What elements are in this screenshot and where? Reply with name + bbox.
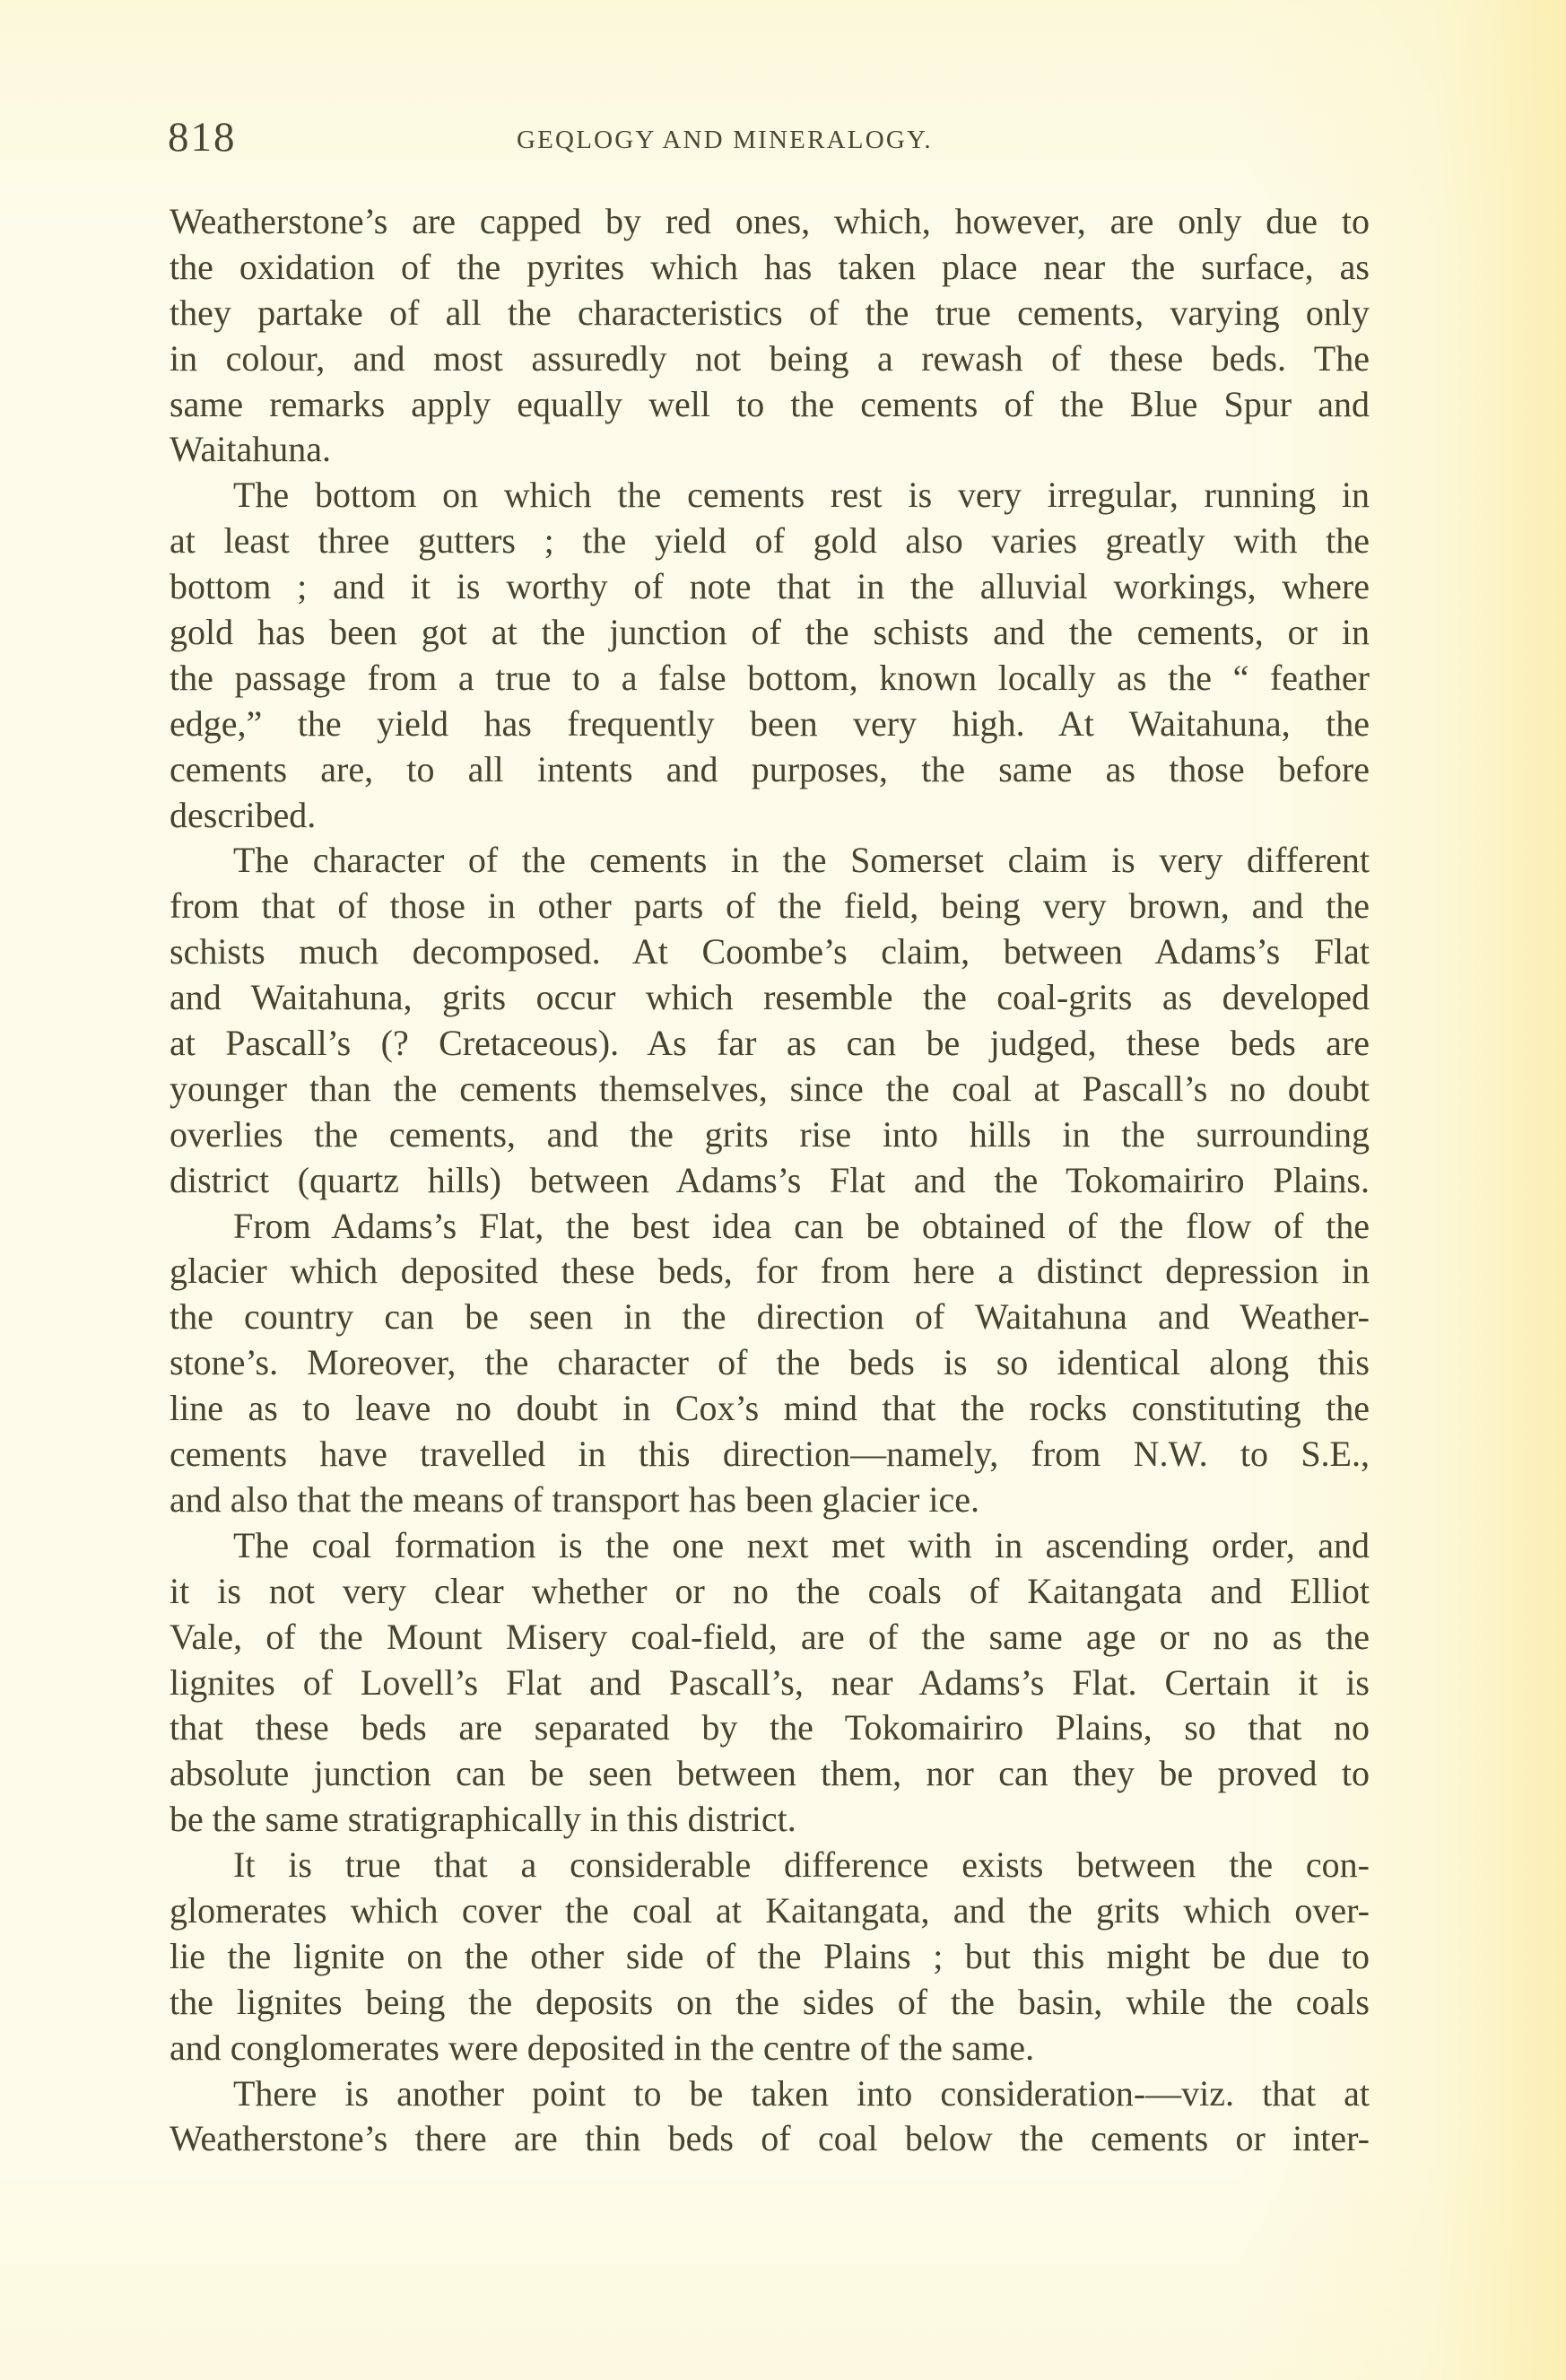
body-text (170, 199, 1370, 2162)
text-line: gold has been got at the junction of the schists and the cements, or in (170, 612, 1370, 653)
text-line: at least three gutters ; the yield of gold also varies greatly with the (170, 520, 1370, 562)
text-line: lie the lignite on the other side of the Plains ; but this might be due to (170, 1935, 1370, 1976)
text-line: the oxidation of the pyrites which has taken place near the surface, as (170, 246, 1370, 287)
text-line: described. (170, 794, 317, 835)
paragraph-2 (170, 473, 1370, 838)
page-number: 818 (168, 114, 237, 161)
paragraph-1 (170, 199, 1370, 473)
text-line: the country can be seen in the direction of Waitahuna and Weather- (170, 1296, 1370, 1338)
text-line: The character of the cements in the Somerset claim is very different (233, 840, 1370, 881)
paragraph-4 (170, 1204, 1370, 1523)
paragraph-7 (170, 2071, 1370, 2163)
text-line: and conglomerates were deposited in the centre of the same. (170, 2027, 1035, 2068)
text-line: younger than the cements themselves, since the coal at Pascall’s no doubt (170, 1068, 1370, 1109)
text-line: From Adams’s Flat, the best idea can be obtained of the flow of the (233, 1205, 1370, 1246)
text-line: Waitahuna. (170, 429, 332, 470)
text-line: glacier which deposited these beds, for from here a distinct depression in (170, 1251, 1370, 1292)
text-line: The coal formation is the one next met with in ascending order, and (233, 1524, 1370, 1565)
text-line: bottom ; and it is worthy of note that in the alluvial workings, where (170, 566, 1370, 607)
paragraph-5 (170, 1523, 1370, 1843)
text-line: It is true that a considerable difference exists between the con- (233, 1844, 1370, 1886)
text-line: in colour, and most assuredly not being a rewash of these beds. The (170, 337, 1370, 379)
text-line: at Pascall’s (? Cretaceous). As far as can be judged, these beds are (170, 1023, 1370, 1064)
text-line: it is not very clear whether or no the coals of Kaitangata and Elliot (170, 1570, 1370, 1611)
text-line: stone’s. Moreover, the character of the beds is so identical along this (170, 1342, 1370, 1383)
text-line: The bottom on which the cements rest is very irregular, running in (233, 475, 1370, 516)
running-head (168, 115, 1370, 160)
paragraph-3 (170, 838, 1370, 1203)
paragraph-6 (170, 1843, 1370, 2071)
text-line: lignites of Lovell’s Flat and Pascall’s, near Adams’s Flat. Certain it is (170, 1661, 1370, 1703)
text-line: and also that the means of transport has been glacier ice. (170, 1478, 979, 1520)
text-line: Vale, of the Mount Misery coal-field, are of the same age or no as the (170, 1616, 1370, 1657)
text-line: be the same stratigraphically in this district. (170, 1799, 796, 1840)
text-line: district (quartz hills) between Adams’s Flat and the Tokomairiro Plains. (170, 1159, 1370, 1200)
text-line: from that of those in other parts of the field, being very brown, and the (170, 885, 1370, 927)
text-line: the passage from a true to a false bottom, known locally as the “ feather (170, 657, 1370, 698)
text-line: and Waitahuna, grits occur which resemble the coal-grits as developed (170, 977, 1370, 1018)
text-line: overlies the cements, and the grits rise into hills in the surrounding (170, 1113, 1370, 1155)
text-line: edge,” the yield has frequently been very high. At Waitahuna, the (170, 702, 1370, 744)
running-title: GEQLOGY AND MINERALOGY. (517, 126, 933, 154)
text-line: There is another point to be taken into consideration-—viz. that at (233, 2072, 1370, 2114)
text-line: cements are, to all intents and purposes, the same as those before (170, 748, 1370, 789)
text-line: cements have travelled in this direction—namely, from N.W. to S.E., (170, 1434, 1370, 1475)
text-line: absolute junction can be seen between them, nor can they be proved to (170, 1753, 1370, 1794)
text-line: Weatherstone’s are capped by red ones, which, however, are only due to (170, 201, 1370, 241)
text-line: Weatherstone’s there are thin beds of coal below the cements or inter- (170, 2118, 1370, 2159)
text-line: they partake of all the characteristics of the true cements, varying only (170, 292, 1370, 333)
text-line: glomerates which cover the coal at Kaitangata, and the grits which over- (170, 1889, 1370, 1931)
text-line: schists much decomposed. At Coombe’s claim, between Adams’s Flat (170, 931, 1370, 972)
text-line: that these beds are separated by the Tokomairiro Plains, so that no (170, 1707, 1370, 1748)
text-line: same remarks apply equally well to the cements of the Blue Spur and (170, 383, 1370, 424)
text-line: line as to leave no doubt in Cox’s mind that the rocks constituting the (170, 1388, 1370, 1429)
text-line: the lignites being the deposits on the sides of the basin, while the coals (170, 1981, 1370, 2022)
